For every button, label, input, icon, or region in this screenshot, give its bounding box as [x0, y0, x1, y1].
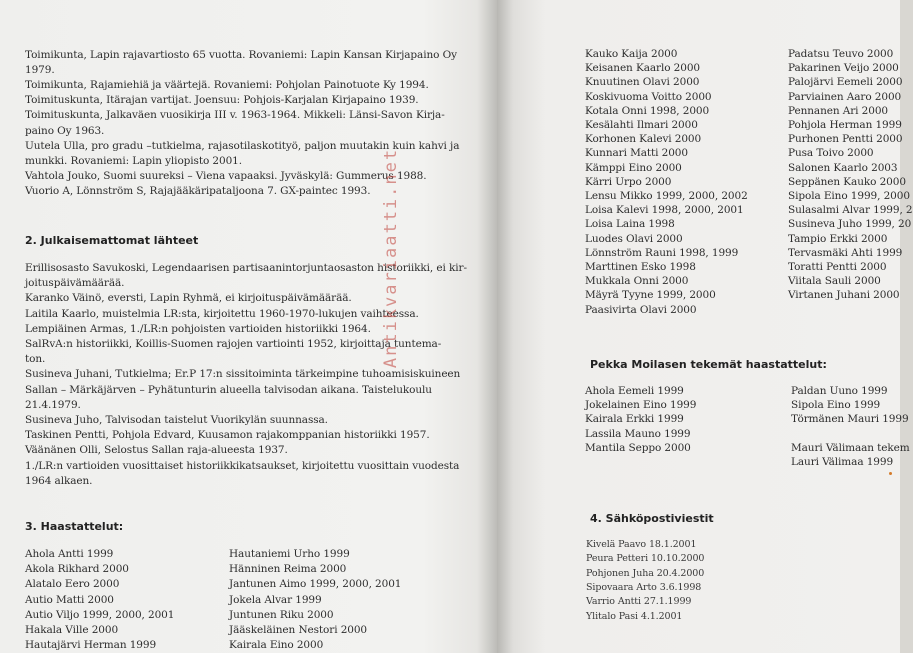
text-line: Loisa Kalevi 1998, 2000, 2001	[585, 204, 744, 217]
text-line: Pusa Toivo 2000	[788, 147, 874, 160]
text-line: Virtanen Juhani 2000	[788, 289, 900, 302]
text-line: Lauri Välimaa 1999	[791, 456, 894, 469]
text-line: joituspäivämäärää.	[25, 277, 125, 290]
text-line: Toratti Pentti 2000	[788, 261, 887, 273]
text-line: Palojärvi Eemeli 2000	[788, 76, 903, 89]
text-line: Vahtola Jouko, Suomi suureksi – Viena vapaaksi. Jyväskylä: Gummerus 1988.	[25, 169, 427, 182]
text-line: Sulasalmi Alvar 1999, 2	[788, 204, 913, 217]
text-line: Alatalo Eero 2000	[25, 578, 120, 591]
text-line: 21.4.1979.	[25, 398, 81, 411]
text-line: Koskivuoma Voitto 2000	[585, 90, 712, 103]
text-line: Toimikunta, Rajamiehiä ja väärtejä. Rovaniemi: Pohjolan Painotuote Ky 1994.	[25, 79, 429, 92]
text-line: SalRvA:n historiikki, Koillis-Suomen rajojen vartiointi 1952, kirjoittaja tuntema-	[25, 338, 442, 350]
text-line: Toimituskunta, Itärajan vartijat. Joensuu: Pohjois-Karjalan Kirjapaino 1939.	[25, 94, 419, 107]
text-line: Korhonen Kalevi 2000	[585, 133, 702, 146]
text-line: Paasivirta Olavi 2000	[585, 303, 697, 316]
text-line: munkki. Rovaniemi: Lapin yliopisto 2001.	[25, 154, 242, 167]
text-line: Hakala Ville 2000	[25, 624, 119, 636]
text-line: Viitala Sauli 2000	[788, 275, 881, 288]
text-line: Ahola Antti 1999	[25, 548, 114, 560]
text-line: ton.	[25, 353, 46, 366]
text-line: Mauri Välimaan tekem	[791, 442, 910, 454]
text-line: Luodes Olavi 2000	[585, 232, 683, 245]
text-line: Keisanen Kaarlo 2000	[585, 62, 700, 75]
text-line: Kämppi Eino 2000	[585, 161, 682, 174]
text-line: Paldan Uuno 1999	[791, 385, 888, 397]
text-line: Susineva Juho, Talvisodan taistelut Vuorikylän suunnassa.	[25, 414, 328, 426]
text-line: Uutela Ulla, pro gradu –tutkielma, rajasotilaskotityö, paljon muutakin kuin kahvi ja	[25, 139, 460, 152]
text-line: Loisa Laina 1998	[585, 218, 675, 231]
book-spread: Toimikunta, Lapin rajavartiosto 65 vuotta. Rovaniemi: Lapin Kansan Kirjapaino Oy 1979. Toimikunta, Rajamiehiä ja väärtejä. Rovaniemi: Pohjolan Painotuote Ky 1994. Toimituskunta, Itärajan vartijat. Joensuu: Pohjois-Karjalan Kirjapaino 1939. Toimituskunta, Jalkaväen vuosikirja III v. 1963-1964. Mikkeli: Länsi-Savon Kirja- paino Oy 1963. Uutela Ulla, pro gradu –tutkielma, rajasotilaskotityö, paljon muutakin kuin kahvi ja munkki. Rovaniemi: Lapin yliopisto 2001. Vahtola Jouko, Suomi suureksi – Viena vapaaksi. Jyväskylä: Gummerus 1988. Vuorio A, Lönnström S, Rajajääkäripataljoona 7. GX-paintec 1993. 2. Julkaisemattomat lähteet Erillisosasto Savukoski, Legendaarisen partisaanintorjuntaosaston historiikki, ei kir- joituspäivämäärää. Karanko Väinö, eversti, Lapin Ryhmä, ei kirjoituspäivämäärää. Laitila Kaarlo, muistelmia LR:sta, kirjoitettu 1960-1970-lukujen vaihteessa. Lempiäinen Armas, 1./LR:n pohjoisten vartioiden historiikki 1964. SalRvA:n historiikki, Koillis-Suomen rajojen vartiointi 1952, kirjoittaja tuntema- ton. Susineva Juhani, Tutkielma; Er.P 17:n sissitoiminta tärkeimpine tuhoamisiskuineen Sallan – Märkäjärven – Pyhätunturin alueella talvisodan aikana. Taistelukoulu 21.4.1979. Susineva Juho, Talvisodan taistelut Vuorikylän suunnassa. Taskinen Pentti, Pohjola Edvard, Kuusamon rajakomppanian historiikki 1957. Väänänen Olli, Selostus Sallan raja-alueesta 1937. 1./LR:n vartioiden vuosittaiset historiikkikatsaukset, kirjoitettu vuosittain vuodesta 1964 alkaen. 3. Haastattelut: Ahola Antti 1999 Akola Rikhard 2000 Alatalo Eero 2000 Autio Matti 2000 Autio Viljo 1999, 2000, 2001 Hakala Ville 2000 Hautajärvi Herman 1999 Hautaniemi Urho 1999 Hänninen Reima 2000 Jantunen Aimo 1999, 2000, 2001 Jokela Alvar 1999 Juntunen Riku 2000 Jääskeläinen Nestori 2000 Kairala Eino 2000 Kauko Kaija 2000 Keisanen Kaarlo 2000 Knuutinen Olavi 2000 Koskivuoma Voitto 2000 Kotala Onni 1998, 2000 Kesälahti Ilmari 2000 Korhonen Kalevi 2000 Kunnari Matti 2000 Kämppi Eino 2000 Kärri Urpo 2000 Lensu Mikko 1999, 2000, 2002 Loisa Kalevi 1998, 2000, 2001 Loisa Laina 1998 Luodes Olavi 2000 Lönnström Rauni 1998, 1999 Marttinen Esko 1998 Mukkala Onni 2000 Mäyrä Tyyne 1999, 2000 Paasivirta Olavi 2000 Padatsu Teuvo 2000 Pakarinen Veijo 2000 Palojärvi Eemeli 2000 Parviainen Aaro 2000 Pennanen Ari 2000 Pohjola Herman 1999 Purhonen Pentti 2000 Pusa Toivo 2000 Salonen Kaarlo 2003 Seppänen Kauko 2000 Sipola Eino 1999, 2000 Sulasalmi Alvar 1999, 2 Susineva Juho 1999, 20 Tampio Erkki 2000 Tervasmäki Ahti 1999 Toratti Pentti 2000 Viitala Sauli 2000 Virtanen Juhani 2000 Pekka Moilasen tekemät haastattelut: Ahola Eemeli 1999 Jokelainen Eino 1999 Kairala Erkki 1999 Lassila Mauno 1999 Mantila Seppo 2000 Paldan Uuno 1999 Sipola Eino 1999 Törmänen Mauri 1999 Mauri Välimaan tekem Lauri Välimaa 1999 4. Sähköpostiviestit Kivelä Paavo 18.1.2001 Peura Petteri 10.10.2000 Pohjonen Juha 20.4.2000 Sipovaara Arto 3.6.1998 Varrio Antti 27.1.1999 Ylitalo Pasi 4.1.2001 Antikvariaatti.net	[0, 0, 900, 653]
text-line: Laitila Kaarlo, muistelmia LR:sta, kirjoitettu 1960-1970-lukujen vaihteessa.	[25, 307, 419, 320]
text-line: Jokelainen Eino 1999	[585, 399, 697, 412]
text-line: Akola Rikhard 2000	[25, 563, 129, 576]
text-line: Knuutinen Olavi 2000	[585, 76, 700, 89]
text-line: Kotala Onni 1998, 2000	[585, 104, 710, 117]
text-line: Autio Matti 2000	[25, 593, 114, 606]
text-line: Mantila Seppo 2000	[585, 441, 691, 454]
text-line: Varrio Antti 27.1.1999	[586, 596, 692, 608]
text-line: Vuorio A, Lönnström S, Rajajääkäripataljoona 7. GX-paintec 1993.	[25, 184, 371, 197]
text-line: Susineva Juho 1999, 20	[788, 218, 912, 231]
right-page	[497, 0, 913, 653]
text-line: paino Oy 1963.	[25, 124, 105, 137]
section-4-heading: 4. Sähköpostiviestit	[590, 512, 714, 525]
text-line: Karanko Väinö, eversti, Lapin Ryhmä, ei kirjoituspäivämäärää.	[25, 292, 352, 305]
text-line: Lönnström Rauni 1998, 1999	[585, 246, 739, 259]
text-line: Lempiäinen Armas, 1./LR:n pohjoisten vartioiden historiikki 1964.	[25, 322, 371, 335]
text-line: Susineva Juhani, Tutkielma; Er.P 17:n sissitoiminta tärkeimpine tuhoamisiskuineen	[25, 368, 461, 381]
text-line: Pohjola Herman 1999	[788, 119, 902, 131]
text-line: Kärri Urpo 2000	[585, 175, 672, 188]
section-2-heading: 2. Julkaisemattomat lähteet	[25, 234, 199, 247]
section-3-heading: 3. Haastattelut:	[25, 520, 124, 533]
text-line: Taskinen Pentti, Pohjola Edvard, Kuusamon rajakomppanian historiikki 1957.	[25, 429, 430, 442]
text-line: Mukkala Onni 2000	[585, 275, 689, 288]
text-line: Hänninen Reima 2000	[229, 563, 347, 576]
text-line: Parviainen Aaro 2000	[788, 90, 902, 103]
text-line: Kesälahti Ilmari 2000	[585, 119, 698, 131]
text-line: Sallan – Märkäjärven – Pyhätunturin alueella talvisodan aikana. Taistelukoulu	[25, 383, 432, 396]
text-line: Hautaniemi Urho 1999	[229, 548, 350, 560]
text-line: Purhonen Pentti 2000	[788, 133, 903, 146]
text-line: Seppänen Kauko 2000	[788, 175, 906, 188]
text-line: Pakarinen Veijo 2000	[788, 62, 899, 75]
text-line: 1./LR:n vartioiden vuosittaiset historiikkikatsaukset, kirjoitettu vuosittain vuodesta	[25, 459, 460, 472]
text-line: Juntunen Riku 2000	[229, 608, 334, 621]
text-line: 1964 alkaen.	[25, 474, 93, 487]
text-line: Pennanen Ari 2000	[788, 104, 888, 117]
text-line: Mäyrä Tyyne 1999, 2000	[585, 289, 716, 302]
text-line: Ylitalo Pasi 4.1.2001	[586, 610, 683, 622]
text-line: Kivelä Paavo 18.1.2001	[586, 539, 697, 550]
text-line: 1979.	[25, 64, 55, 77]
text-line: Hautajärvi Herman 1999	[25, 639, 157, 652]
text-line: Marttinen Esko 1998	[585, 261, 696, 273]
text-line: Tervasmäki Ahti 1999	[788, 246, 903, 259]
text-line: Toimituskunta, Jalkaväen vuosikirja III v. 1963-1964. Mikkeli: Länsi-Savon Kirja-	[25, 109, 445, 122]
text-line: Lassila Mauno 1999	[585, 427, 691, 440]
text-line: Jääskeläinen Nestori 2000	[229, 624, 368, 636]
text-line: Törmänen Mauri 1999	[791, 413, 909, 426]
text-line: Sipovaara Arto 3.6.1998	[586, 581, 702, 593]
text-line: Padatsu Teuvo 2000	[788, 48, 894, 60]
text-line: Autio Viljo 1999, 2000, 2001	[25, 608, 175, 621]
text-line: Toimikunta, Lapin rajavartiosto 65 vuotta. Rovaniemi: Lapin Kansan Kirjapaino Oy	[25, 49, 457, 61]
text-line: Jokela Alvar 1999	[229, 593, 322, 606]
text-line: Lensu Mikko 1999, 2000, 2002	[585, 190, 748, 202]
text-line: Sipola Eino 1999, 2000	[788, 190, 910, 202]
text-line: Tampio Erkki 2000	[788, 232, 888, 245]
text-line: Erillisosasto Savukoski, Legendaarisen partisaanintorjuntaosaston historiikki, ei kir-	[25, 262, 467, 274]
page-mark	[889, 472, 892, 475]
text-line: Jantunen Aimo 1999, 2000, 2001	[229, 578, 402, 591]
moilanen-interviews-heading: Pekka Moilasen tekemät haastattelut:	[590, 358, 827, 371]
text-line: Ahola Eemeli 1999	[585, 385, 684, 397]
text-line: Salonen Kaarlo 2003	[788, 161, 898, 174]
text-line: Kairala Eino 2000	[229, 639, 324, 652]
text-line: Väänänen Olli, Selostus Sallan raja-alueesta 1937.	[25, 444, 288, 457]
text-line: Kairala Erkki 1999	[585, 413, 684, 426]
text-line: Kauko Kaija 2000	[585, 48, 678, 60]
text-line: Pohjonen Juha 20.4.2000	[586, 567, 705, 579]
text-line: Sipola Eino 1999	[791, 399, 881, 412]
text-line: Kunnari Matti 2000	[585, 147, 688, 160]
text-line: Peura Petteri 10.10.2000	[586, 553, 705, 565]
